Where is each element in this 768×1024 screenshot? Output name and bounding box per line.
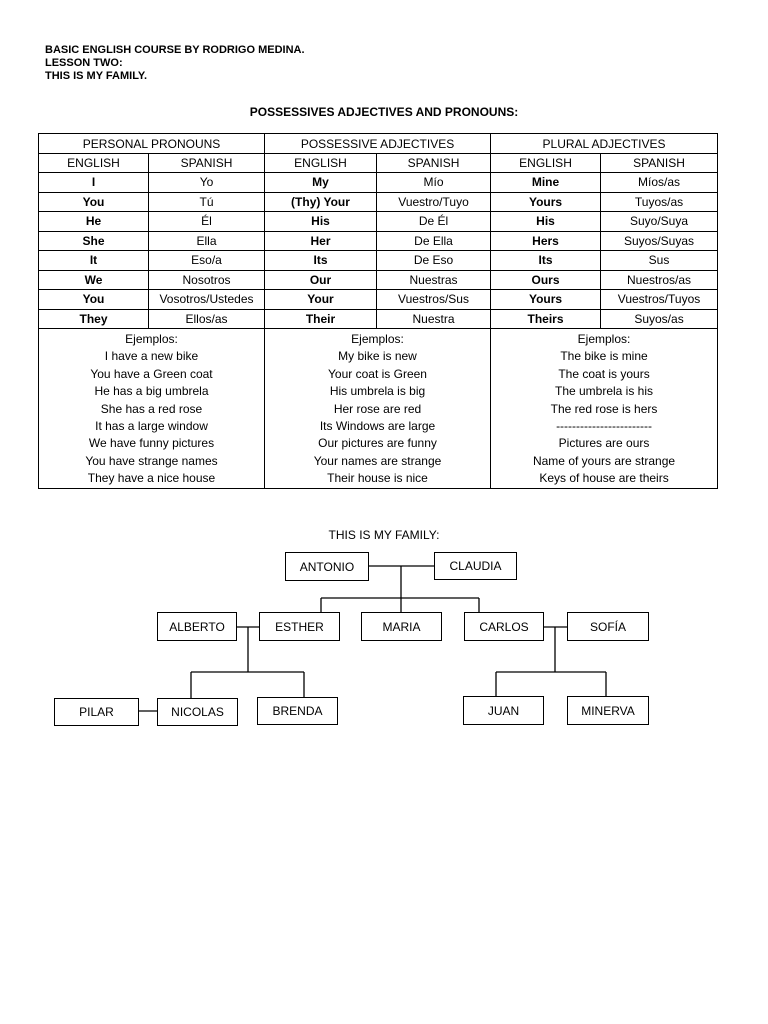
example-line: Our pictures are funny <box>318 436 437 451</box>
table-cell: Mine <box>491 173 601 193</box>
table-title: POSSESSIVES ADJECTIVES AND PRONOUNS: <box>249 105 519 119</box>
table-cell: Nuestra <box>377 309 491 329</box>
table-cell: He <box>39 212 149 232</box>
example-line: The bike is mine <box>560 349 648 364</box>
family-member-juan: JUAN <box>463 696 544 725</box>
table-cell: Vuestro/Tuyo <box>377 192 491 212</box>
example-line: Your coat is Green <box>328 366 427 381</box>
lesson-title: THIS IS MY FAMILY. <box>45 70 148 82</box>
table-cell: Míos/as <box>601 173 718 193</box>
family-member-claudia: CLAUDIA <box>434 552 517 580</box>
table-cell: Our <box>265 270 377 290</box>
table-cell: Nosotros <box>149 270 265 290</box>
table-cell: She <box>39 231 149 251</box>
examples-heading: Ejemplos: <box>351 332 404 346</box>
table-cell: We <box>39 270 149 290</box>
family-member-maria: MARIA <box>361 612 442 641</box>
example-line: It has a large window <box>95 419 208 434</box>
column-header: SPANISH <box>377 154 491 173</box>
table-cell: De Ella <box>377 231 491 251</box>
table-cell: It <box>39 251 149 271</box>
example-line: He has a big umbrela <box>94 384 209 399</box>
table-cell: Ella <box>149 231 265 251</box>
table-cell: (Thy) Your <box>265 192 377 212</box>
table-cell: Her <box>265 231 377 251</box>
lesson-label: LESSON TWO: <box>45 57 123 69</box>
table-cell: You <box>39 290 149 310</box>
table-cell: De Él <box>377 212 491 232</box>
family-member-esther: ESTHER <box>259 612 340 641</box>
group-header: PLURAL ADJECTIVES <box>491 134 718 154</box>
example-line: I have a new bike <box>104 349 199 364</box>
column-header: ENGLISH <box>39 154 149 173</box>
table-cell: Vuestros/Tuyos <box>601 290 718 310</box>
examples-heading: Ejemplos: <box>125 332 178 346</box>
example-line: Pictures are ours <box>558 436 650 451</box>
table-cell: Suyos/Suyas <box>601 231 718 251</box>
example-line: We have funny pictures <box>88 436 215 451</box>
table-cell: Tuyos/as <box>601 192 718 212</box>
table-cell: Their <box>265 309 377 329</box>
table-cell: Suyo/Suya <box>601 212 718 232</box>
example-line: The red rose is hers <box>550 401 658 416</box>
table-cell: You <box>39 192 149 212</box>
family-tree-title: THIS IS MY FAMILY: <box>328 528 440 542</box>
example-line: Her rose are red <box>333 401 422 416</box>
table-cell: Nuestros/as <box>601 270 718 290</box>
table-cell: Tú <box>149 192 265 212</box>
table-cell: Its <box>265 251 377 271</box>
table-cell: They <box>39 309 149 329</box>
family-member-pilar: PILAR <box>54 698 139 726</box>
example-line: The coat is yours <box>558 366 650 381</box>
table-cell: Your <box>265 290 377 310</box>
examples-heading: Ejemplos: <box>577 332 631 346</box>
table-cell: Suyos/as <box>601 309 718 329</box>
family-member-carlos: CARLOS <box>464 612 544 641</box>
column-header: ENGLISH <box>265 154 377 173</box>
table-cell: His <box>491 212 601 232</box>
table-cell: Vuestros/Sus <box>377 290 491 310</box>
table-cell: Ours <box>491 270 601 290</box>
family-member-nicolas: NICOLAS <box>157 698 238 726</box>
table-cell: Mío <box>377 173 491 193</box>
example-line: My bike is new <box>338 349 417 364</box>
family-member-brenda: BRENDA <box>257 697 338 725</box>
table-cell: Yours <box>491 192 601 212</box>
example-line: Their house is nice <box>327 471 428 486</box>
family-member-sofia: SOFÍA <box>567 612 649 641</box>
group-header: PERSONAL PRONOUNS <box>39 134 265 154</box>
table-cell: Yours <box>491 290 601 310</box>
table-cell: Ellos/as <box>149 309 265 329</box>
course-title: BASIC ENGLISH COURSE BY RODRIGO MEDINA. <box>45 44 305 56</box>
table-cell: Sus <box>601 251 718 271</box>
group-header: POSSESSIVE ADJECTIVES <box>265 134 491 154</box>
column-header: ENGLISH <box>491 154 601 173</box>
table-cell: Nuestras <box>377 270 491 290</box>
table-cell: Él <box>149 212 265 232</box>
family-member-minerva: MINERVA <box>567 696 649 725</box>
table-cell: Yo <box>149 173 265 193</box>
example-line: You have a Green coat <box>90 366 213 381</box>
table-cell: Vosotros/Ustedes <box>149 290 265 310</box>
example-line: She has a red rose <box>100 401 203 416</box>
example-line: You have strange names <box>85 453 218 468</box>
table-cell: Hers <box>491 231 601 251</box>
table-cell: I <box>39 173 149 193</box>
family-member-alberto: ALBERTO <box>157 612 237 641</box>
column-header: SPANISH <box>601 154 718 173</box>
example-line: They have a nice house <box>87 471 216 486</box>
example-line: Name of yours are strange <box>532 453 676 468</box>
example-line: The umbrela is his <box>554 384 654 399</box>
example-line: ------------------------ <box>556 419 652 434</box>
table-cell: Eso/a <box>149 251 265 271</box>
example-line: His umbrela is big <box>329 384 426 399</box>
example-line: Your names are strange <box>313 453 442 468</box>
example-line: Keys of house are theirs <box>539 471 669 486</box>
table-cell: Its <box>491 251 601 271</box>
table-cell: Theirs <box>491 309 601 329</box>
table-cell: De Eso <box>377 251 491 271</box>
table-cell: His <box>265 212 377 232</box>
family-member-antonio: ANTONIO <box>285 552 369 581</box>
example-line: Its Windows are large <box>319 419 436 434</box>
table-cell: My <box>265 173 377 193</box>
column-header: SPANISH <box>149 154 265 173</box>
